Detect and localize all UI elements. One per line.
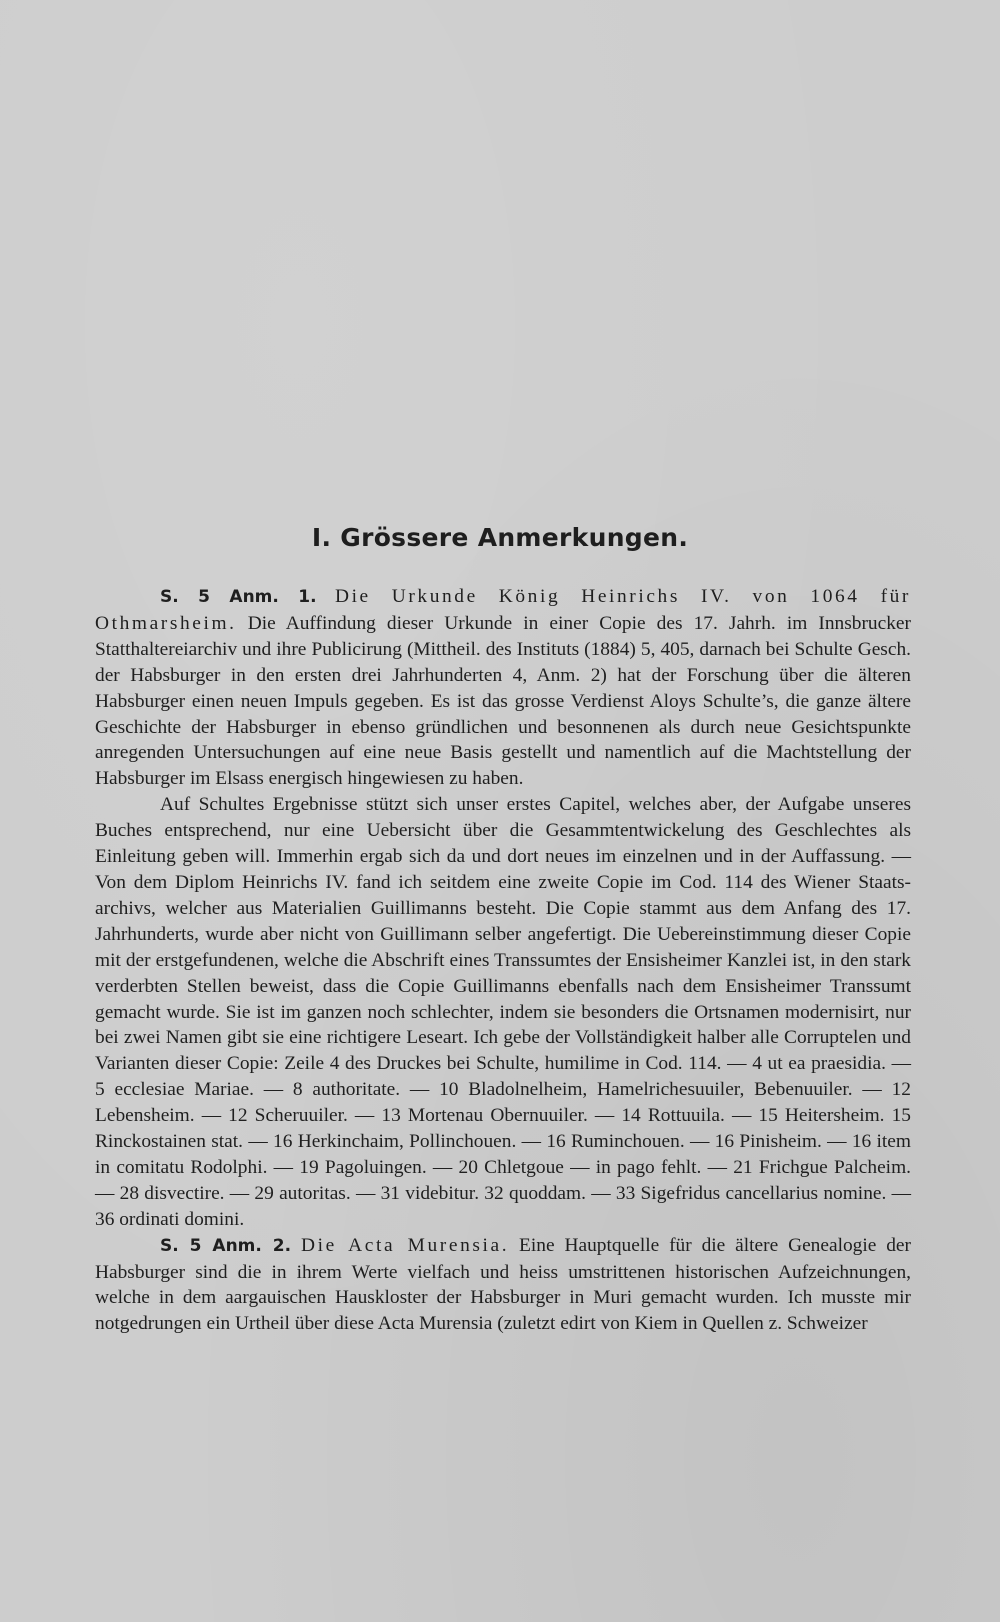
annotation-reference: S. 5 Anm. 1. xyxy=(160,587,317,607)
annotation-paragraph xyxy=(95,792,911,1232)
section-heading: I. Grössere Anmerkungen. xyxy=(311,523,689,552)
annotation-reference: S. 5 Anm. 2. xyxy=(160,1235,292,1256)
annotation-text: Auf Schultes Ergebnisse stützt sich unser erstes Capitel, welches aber, der Aufgabe unseres Buches entsprechend, nur eine Uebersicht über die Gesammtentwickelung des Geschlechtes als Einleitung geben will. Immerhin ergab sich da und dort neues im einzelnen und in der Auffassung. — Von dem Diplom Heinrichs IV. fand ich seitdem eine zweite Copie im Cod. 114 des Wiener Staatsarchivs, welcher aus Materialien Guillimanns besteht. Die Copie stammt aus dem Anfang des 17. Jahrhunderts, wurde aber nicht von Guillimann selber angefertigt. Die Uebereinstimmung dieser Copie mit der erstgefundenen, welche die Abschrift eines Transsumtes der Ensisheimer Kanzlei ist, in den stark verderbten Stellen beweist, dass die Copie Guillimanns ebenfalls nach dem Ensisheimer Transsumt gemacht wurde. Sie ist im ganzen noch schlechter, indem sie besonders die Ortsnamen modernisirt, nur bei zwei Namen gibt sie eine richtigere Leseart. Ich gebe der Vollständigkeit halber alle Corruptelen und Varianten dieser Copie: Zeile 4 des Druckes bei Schulte, humilime in Cod. 114. — 4 ut ea praesidia. — 5 ecclesiae Mariae. — 8 authoritate. — 10 Bladolnelheim, Hamelrichesuuiler, Bebenuuiler. — 12 Lebensheim. — 12 Scheruuiler. — 13 Mortenau Obernuuiler. — 14 Rottuuila. — 15 Heitersheim. 15 Rinckostainen stat. — 16 Herkinchaim, Pollinchouen. — 16 Ruminchouen. — 16 Pinisheim. — 16 item in comitatu Rodolphi. — 19 Pagoluingen. — 20 Chletgoue — in pago fehlt. — 21 Frichgue Palcheim. — 28 disvectire. — 29 autoritas. — 31 videbitur. 32 quoddam. — 33 Sigefridus cancellarius nomine. — 36 ordinati domini. xyxy=(95,794,911,1230)
annotation-text: Die Auffindung dieser Urkunde in einer Copie des 17. Jahrh. im Innsbrucker Statthaltereiarchiv und ihre Publicirung (Mittheil. des Instituts (1884) 5, 405, darnach bei Schulte Gesch. der Habsburger in den ersten drei Jahrhunderten 4, Anm. 2) hat der Forschung über die älteren Habsburger einen neuen Impuls gegeben. Es ist das grosse Verdienst Aloys Schulte’s, die ganze ältere Geschichte der Habsburger in ebenso gründlichen und besonnenen als durch neue Gesichtspunkte anregenden Untersuchungen auf eine neue Basis gestellt und namentlich auf die Machtstellung der Habsburger im Elsass energisch hingewiesen zu haben. xyxy=(95,612,911,790)
annotation-text: Eine Hauptquelle für die ältere Genealogie der Habsburger sind die in ihrem Werte vielfach und heiss umstrittenen historischen Aufzeichnungen, welche in dem aargauischen Hauskloster der Habsburger in Muri gemacht wurden. Ich musste mir notgedrungen ein Urtheil über diese Acta Murensia (zuletzt edirt von Kiem in Quellen z. Schweizer xyxy=(95,1234,911,1335)
annotation-paragraph xyxy=(95,1233,911,1338)
annotation-paragraph xyxy=(95,584,911,792)
annotation-title: Die Acta Murensia. xyxy=(300,1234,510,1256)
annotation-title: Die Urkunde König Heinrichs IV. von 1064 für Othmarsheim. xyxy=(95,586,911,634)
annotation-body xyxy=(95,584,911,1337)
